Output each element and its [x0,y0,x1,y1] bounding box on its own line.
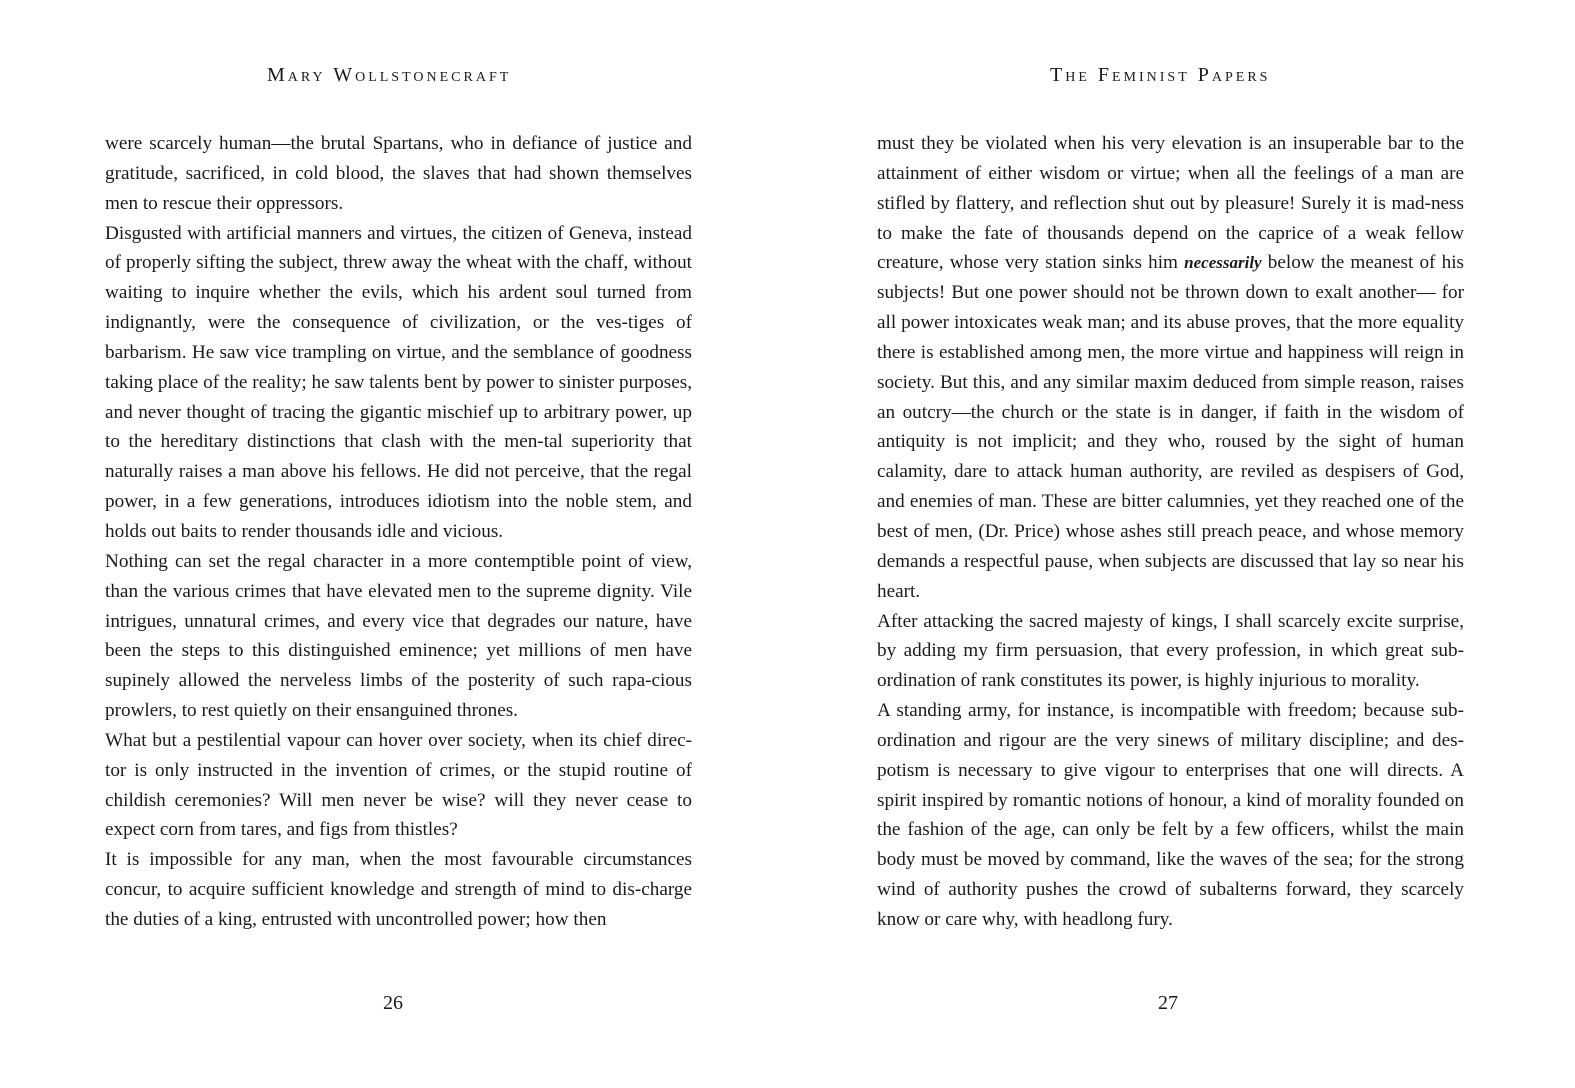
paragraph-text: must they be violated when his very elevation is an insuperable bar to the attainment of either wisdom or virtue; when all the feelings of a man are stifled by flattery, and reflection shut out by pleasure! Surely it is mad-ness to make the fate of thousands depend on the caprice of a weak fellow creature, whose very station sinks him [877,133,1464,274]
italic-emphasis: necessarily [1184,253,1262,273]
left-page [0,0,787,1088]
page-number-right: 27 [1158,992,1178,1014]
running-head-left: Mary Wollstonecraft [267,64,512,86]
paragraph: Disgusted with artificial manners and virtues, the citizen of Geneva, instead of properly sifting the subject, threw away the wheat with the chaff, without waiting to inquire whether the evils, which his ardent soul turned from indignantly, were the consequence of civilization, or the ves-tiges of barbarism. He saw vice trampling on virtue, and the semblance of goodness taking place of the reality; he saw talents bent by power to sinister purposes, and never thought of tracing the gigantic mischief up to arbitrary power, up to the hereditary distinctions that clash with the men-tal superiority that naturally raises a man above his fellows. He did not perceive, that the regal power, in a few generations, introduces idiotism into the noble stem, and holds out baits to render thousands idle and vicious. [105,222,692,542]
page-number-left: 26 [383,992,403,1014]
paragraph: It is impossible for any man, when the most favourable circumstances concur, to acquire sufficient knowledge and strength of mind to dis-charge the duties of a king, entrusted with uncontrolled power; how then [105,849,692,930]
paragraph: A standing army, for instance, is incompatible with freedom; because sub-ordination and rigour are the very sinews of military discipline; and des-potism is necessary to give vigour to enterprises that one will directs. A spirit inspired by romantic notions of honour, a kind of morality founded on the fashion of the age, can only be felt by a few officers, whilst the main body must be moved by command, like the waves of the sea; for the strong wind of authority pushes the crowd of subalterns forward, they scarcely know or care why, with headlong fury. [877,700,1464,930]
running-head-right: The Feminist Papers [1050,64,1271,86]
paragraph-text: below the meanest of his subjects! But one power should not be thrown down to exalt another— for all power intoxicates weak man; and its abuse proves, that the more equality there is established among men, the more virtue and happiness will reign in society. But this, and any similar maxim deduced from simple reason, raises an outcry—the church or the state is in danger, if faith in the wisdom of antiquity is not implicit; and they who, roused by the sight of human calamity, dare to attack human authority, are reviled as despisers of God, and enemies of man. These are bitter calumnies, yet they reached one of the best of men, (Dr. Price) whose ashes still preach peace, and whose memory demands a respectful pause, when subjects are discussed that lay so near his heart. [877,252,1464,602]
paragraph: Nothing can set the regal character in a more contemptible point of view, than the various crimes that have elevated men to the supreme dignity. Vile intrigues, unnatural crimes, and every vice that degrades our nature, have been the steps to this distinguished eminence; yet millions of men have supinely allowed the nerveless limbs of the posterity of such rapa-cious prowlers, to rest quietly on their ensanguined thrones. [105,550,692,722]
paragraph: What but a pestilential vapour can hover over society, when its chief direc-tor is only instructed in the invention of crimes, or the stupid routine of childish ceremonies? Will men never be wise? will they never cease to expect corn from tares, and figs from thistles? [105,729,692,841]
paragraph: were scarcely human—the brutal Spartans, who in defiance of justice and gratitude, sacrificed, in cold blood, the slaves that had shown themselves men to rescue their oppressors. [105,133,692,214]
right-page [787,0,1575,1088]
paragraph [877,129,1464,607]
left-page-text [105,129,692,935]
right-page-text [877,129,1464,935]
paragraph: After attacking the sacred majesty of kings, I shall scarcely excite surprise, by adding my firm persuasion, that every profession, in which great sub-ordination of rank constitutes its power, is highly injurious to morality. [877,610,1464,692]
